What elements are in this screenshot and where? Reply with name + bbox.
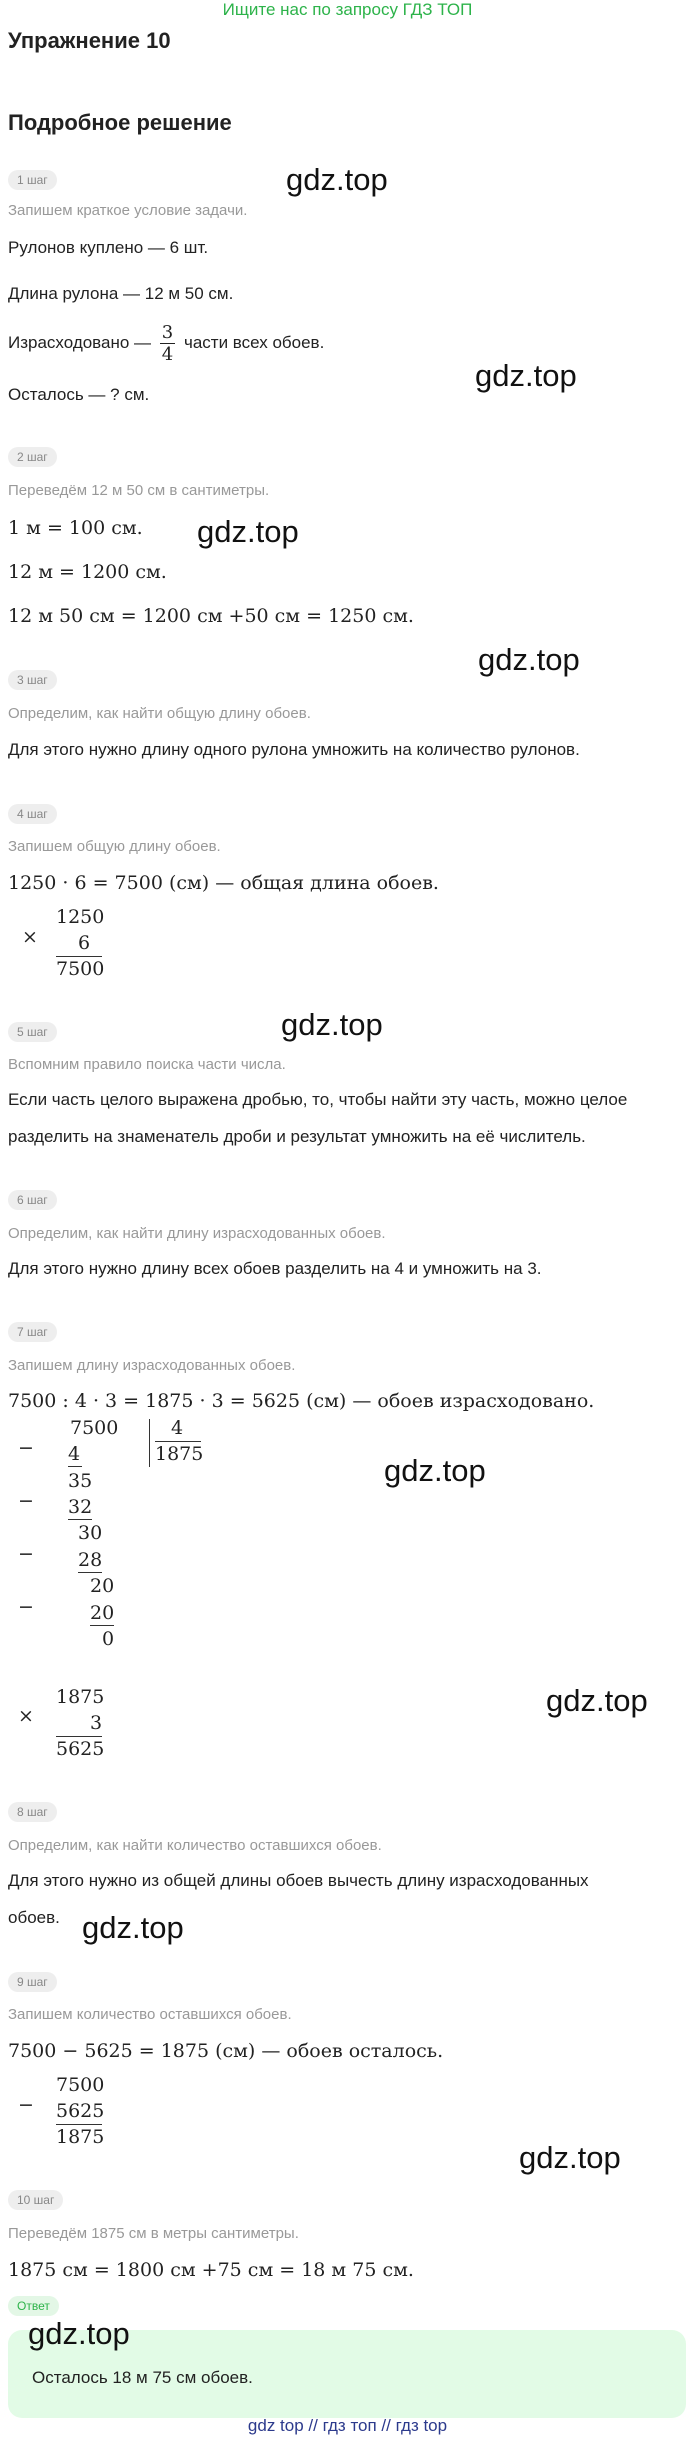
- product: 7500: [56, 958, 105, 980]
- minus-sign: −: [18, 1543, 34, 1565]
- step-note: Определим, как найти длину израсходованных обоев.: [8, 1225, 386, 1242]
- step-note: Переведём 1875 см в метры сантиметры.: [8, 2225, 299, 2242]
- subtrahend: 32: [68, 1496, 93, 1518]
- step-text: Рулонов куплено — 6 шт.: [8, 238, 209, 257]
- step-text: обоев.: [8, 1908, 60, 1927]
- numerator: 3: [161, 322, 174, 343]
- calc-line: [78, 1572, 102, 1573]
- calc-line: [90, 1625, 114, 1626]
- watermark: gdz.top: [286, 162, 388, 197]
- step-text: Осталось — ? см.: [8, 385, 150, 404]
- multiplier: 6: [78, 932, 91, 954]
- step-badge: 4 шаг: [8, 804, 57, 824]
- answer-badge: Ответ: [8, 2296, 59, 2316]
- watermark: gdz.top: [197, 514, 299, 549]
- watermark: gdz.top: [384, 1453, 486, 1488]
- watermark: gdz.top: [475, 358, 577, 393]
- product: 5625: [56, 1738, 105, 1760]
- divisor: 4: [171, 1417, 184, 1439]
- text-part: Израсходовано —: [8, 332, 152, 352]
- answer-text: Осталось 18 м 75 см обоев.: [32, 2368, 253, 2387]
- calc-line: [56, 1736, 102, 1737]
- section-title: Подробное решение: [8, 110, 232, 135]
- minus-sign: −: [18, 1596, 34, 1618]
- step-note: Запишем краткое условие задачи.: [8, 202, 248, 219]
- calc-line: [68, 1466, 82, 1467]
- step-note: Определим, как найти количество оставшихся обоев.: [8, 1837, 382, 1854]
- dividend: 7500: [70, 1417, 119, 1439]
- step-note: Определим, как найти общую длину обоев.: [8, 705, 311, 722]
- watermark: gdz.top: [519, 2140, 621, 2175]
- step-badge: 5 шаг: [8, 1022, 57, 1042]
- watermark: gdz.top: [546, 1683, 648, 1718]
- step-badge: 8 шаг: [8, 1802, 57, 1822]
- footer-links[interactable]: gdz top // гдз топ // гдз top: [247, 2416, 448, 2435]
- calc-line: [68, 1519, 92, 1520]
- watermark: gdz.top: [82, 1910, 184, 1945]
- step-text: разделить на знаменатель дроби и результат умножить на её числитель.: [8, 1127, 586, 1146]
- watermark: gdz.top: [281, 1007, 383, 1042]
- text-part: части всех обоев.: [183, 332, 325, 352]
- step-formula: 7500 − 5625 = 1875 (см) — обоев осталось.: [8, 2040, 444, 2062]
- minus-sign: −: [18, 1437, 34, 1459]
- denominator: 4: [161, 344, 174, 365]
- multiplicand: 1250: [56, 906, 105, 928]
- difference: 1875: [56, 2126, 105, 2148]
- watermark: gdz.top: [478, 642, 580, 677]
- subtrahend: 4: [68, 1443, 81, 1465]
- page-title: Упражнение 10: [8, 28, 171, 53]
- step-text: Для этого нужно длину одного рулона умножить на количество рулонов.: [8, 740, 580, 759]
- step-note: Переведём 12 м 50 см в сантиметры.: [8, 482, 270, 499]
- step-note: Запишем общую длину обоев.: [8, 838, 221, 855]
- fraction: [160, 322, 175, 365]
- quotient: 1875: [155, 1443, 204, 1465]
- step-badge: 9 шаг: [8, 1972, 57, 1992]
- subtrahend: 28: [78, 1549, 103, 1571]
- step-text: [8, 322, 324, 365]
- step-note: Запишем длину израсходованных обоев.: [8, 1357, 296, 1374]
- step-text: Если часть целого выражена дробью, то, чтобы найти эту часть, можно целое: [8, 1090, 628, 1109]
- step-text: Длина рулона — 12 м 50 см.: [8, 284, 234, 303]
- step-text: Для этого нужно длину всех обоев разделить на 4 и умножить на 3.: [8, 1259, 542, 1278]
- calc-line: [56, 956, 102, 957]
- step-note: Запишем количество оставшихся обоев.: [8, 2006, 292, 2023]
- minus-sign: −: [18, 1490, 34, 1512]
- step-formula: 7500 : 4 · 3 = 1875 · 3 = 5625 (см) — обоев израсходовано.: [8, 1390, 595, 1412]
- step-badge: 1 шаг: [8, 170, 57, 190]
- step-formula: 1 м = 100 см.: [8, 517, 143, 539]
- calc-line: [56, 2124, 102, 2125]
- minus-sign: −: [18, 2094, 34, 2116]
- remainder: 35: [68, 1470, 93, 1492]
- subtrahend: 20: [90, 1602, 115, 1624]
- step-formula: 1875 см = 1800 см +75 см = 18 м 75 см.: [8, 2259, 414, 2281]
- step-badge: 2 шаг: [8, 447, 57, 467]
- step-text: Для этого нужно из общей длины обоев вычесть длину израсходованных: [8, 1871, 589, 1890]
- minuend: 7500: [56, 2074, 105, 2096]
- multiplier: 3: [90, 1712, 103, 1734]
- step-badge: 7 шаг: [8, 1322, 57, 1342]
- division-bracket: [149, 1419, 150, 1467]
- watermark: gdz.top: [28, 2316, 130, 2351]
- step-note: Вспомним правило поиска части числа.: [8, 1056, 286, 1073]
- calc-line: [155, 1441, 201, 1442]
- multiplicand: 1875: [56, 1686, 105, 1708]
- remainder: 30: [78, 1522, 103, 1544]
- subtrahend: 5625: [56, 2100, 105, 2122]
- search-hint-link[interactable]: Ищите нас по запросу ГДЗ ТОП: [222, 0, 473, 19]
- step-formula: 12 м 50 см = 1200 см +50 см = 1250 см.: [8, 605, 414, 627]
- multiply-sign: ×: [18, 1705, 34, 1727]
- step-badge: 6 шаг: [8, 1190, 57, 1210]
- step-badge: 3 шаг: [8, 670, 57, 690]
- step-formula: 12 м = 1200 см.: [8, 561, 167, 583]
- step-formula: 1250 · 6 = 7500 (см) — общая длина обоев.: [8, 872, 439, 894]
- remainder: 20: [90, 1575, 115, 1597]
- multiply-sign: ×: [22, 926, 38, 948]
- step-badge: 10 шаг: [8, 2190, 63, 2210]
- remainder: 0: [102, 1628, 115, 1650]
